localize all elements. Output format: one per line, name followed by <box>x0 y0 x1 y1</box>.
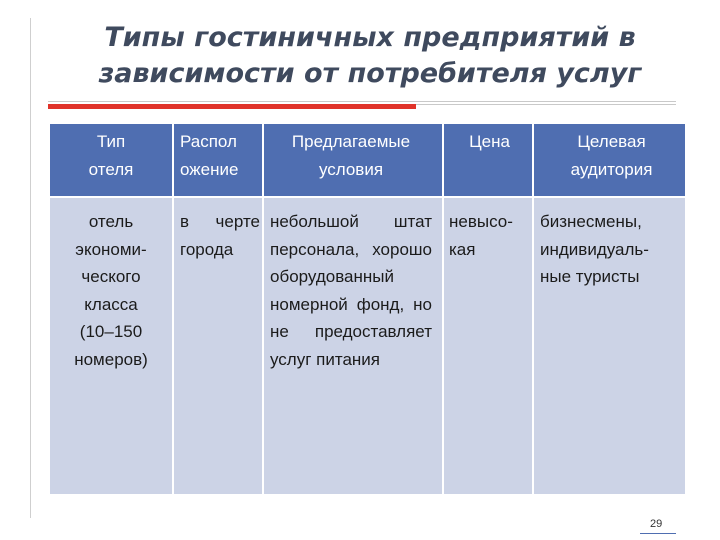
cell-audience <box>534 198 685 494</box>
header-location <box>174 124 262 196</box>
cell-price-line: невысо- <box>449 212 513 231</box>
cell-location <box>174 198 262 494</box>
cell-location-line: в черте <box>180 212 260 231</box>
cell-hotel-type-line: класса <box>84 294 138 314</box>
header-conditions <box>264 124 442 196</box>
cell-hotel-type-line: ческого <box>81 267 141 286</box>
page-number: 29 <box>650 518 663 530</box>
left-margin-rule <box>30 18 31 518</box>
slide-title-line-2: зависимости от потребителя услуг <box>98 58 642 89</box>
cell-hotel-type-line: отель <box>88 212 134 231</box>
table-row <box>50 198 685 494</box>
title-divider-line <box>48 101 676 102</box>
header-price-label: Цена <box>469 132 510 151</box>
cell-price-line: кая <box>449 239 476 259</box>
header-audience <box>534 124 685 196</box>
table-header-row <box>50 124 685 196</box>
cell-audience-line: бизнесмены, <box>540 212 642 231</box>
cell-hotel-type-line: (10–150 <box>79 322 143 341</box>
slide-title-line-1: Типы гостиничных предприятий в <box>104 22 636 53</box>
cell-audience-line: ные туристы <box>540 267 640 286</box>
header-location-line-2: ожение <box>180 160 239 179</box>
page-number-underline <box>640 533 676 534</box>
header-hotel-type <box>50 124 172 196</box>
cell-hotel-type-line: номеров) <box>74 349 148 369</box>
header-audience-line-1: Целевая <box>577 132 646 151</box>
title-accent-bar <box>48 104 416 109</box>
header-price <box>444 124 532 196</box>
cell-hotel-type-line: экономи- <box>75 239 147 259</box>
hotel-types-table-container <box>47 121 684 497</box>
cell-hotel-type <box>50 198 172 494</box>
hotel-types-table <box>48 122 687 496</box>
header-conditions-line-1: Предлагаемые <box>291 132 411 151</box>
cell-price <box>444 198 532 494</box>
header-hotel-type-line-2: отеля <box>88 160 134 179</box>
cell-conditions: небольшой штат персонала, хорошо оборудованный номерной фонд, но не предоставляет услуг питания <box>264 198 442 494</box>
title-divider-line-secondary <box>416 104 676 105</box>
header-location-line-1: Распол <box>180 132 237 151</box>
header-hotel-type-line-1: Тип <box>96 132 126 151</box>
cell-audience-line: индивидуаль- <box>540 239 649 259</box>
cell-location-line: города <box>180 239 234 259</box>
slide-title <box>40 20 700 92</box>
header-conditions-line-2: условия <box>318 160 384 179</box>
header-audience-line-2: аудитория <box>570 160 653 179</box>
